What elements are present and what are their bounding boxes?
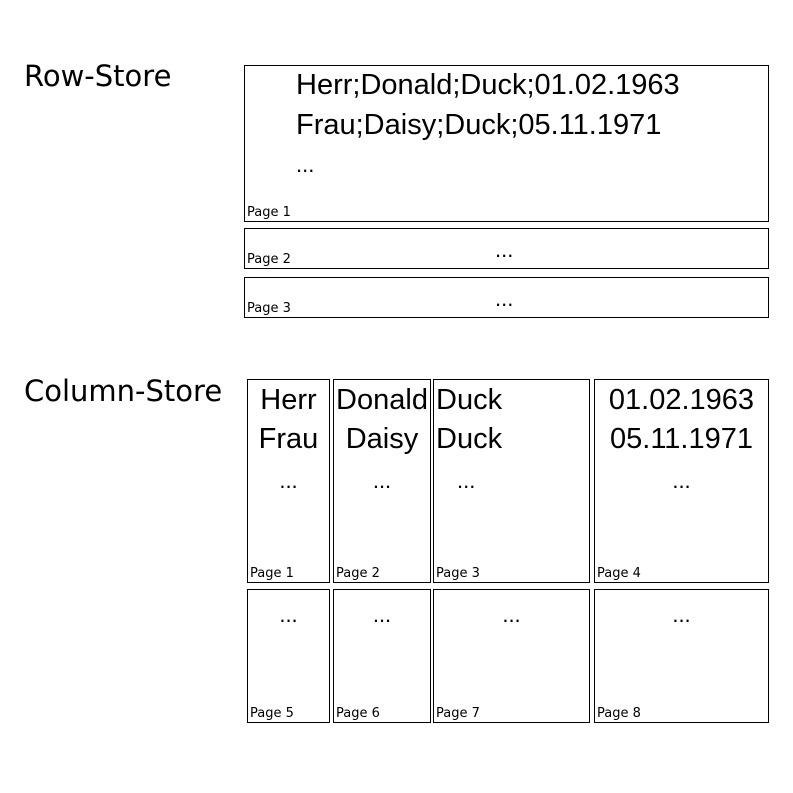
column-store-title: Column-Store bbox=[24, 374, 223, 408]
row-store-page-1 bbox=[244, 65, 769, 222]
row-page-1-label: Page 1 bbox=[247, 205, 291, 220]
column-value: Frau bbox=[258, 423, 319, 455]
column-value: Herr bbox=[260, 384, 317, 416]
row-record-1: Herr;Donald;Duck;01.02.1963 bbox=[296, 69, 680, 101]
column-store-page-5 bbox=[247, 589, 330, 723]
column-store-page-7 bbox=[433, 589, 590, 723]
column-page-ellipsis: ... bbox=[672, 468, 691, 493]
row-page-2-label: Page 2 bbox=[247, 252, 291, 267]
column-value: Donald bbox=[336, 384, 428, 416]
column-page-ellipsis: ... bbox=[372, 468, 392, 493]
column-page-ellipsis: ... bbox=[457, 468, 476, 493]
column-store-page-3 bbox=[433, 379, 590, 583]
column-value: Duck bbox=[436, 384, 503, 416]
column-page-4-label: Page 4 bbox=[597, 566, 641, 581]
column-page-2-label: Page 2 bbox=[336, 566, 380, 581]
row-page-2-ellipsis: ... bbox=[495, 237, 514, 262]
column-value: Duck bbox=[436, 423, 503, 455]
column-value: Daisy bbox=[345, 423, 419, 455]
column-page-5-label: Page 5 bbox=[250, 706, 294, 721]
column-page-8-label: Page 8 bbox=[597, 706, 641, 721]
column-page-ellipsis: ... bbox=[279, 602, 298, 627]
column-store-page-8 bbox=[594, 589, 769, 723]
column-page-ellipsis: ... bbox=[502, 602, 521, 627]
column-page-ellipsis: ... bbox=[372, 602, 392, 627]
column-store-page-6 bbox=[333, 589, 431, 723]
row-record-2: Frau;Daisy;Duck;05.11.1971 bbox=[296, 109, 662, 141]
column-page-3-label: Page 3 bbox=[436, 566, 480, 581]
column-value: 05.11.1971 bbox=[610, 423, 753, 455]
column-store-page-4 bbox=[594, 379, 769, 583]
column-page-7-label: Page 7 bbox=[436, 706, 480, 721]
row-store-page-2 bbox=[244, 228, 769, 269]
column-store-page-2 bbox=[333, 379, 431, 583]
column-page-ellipsis: ... bbox=[279, 468, 298, 493]
row-page-3-label: Page 3 bbox=[247, 301, 291, 316]
row-store-title: Row-Store bbox=[24, 59, 172, 93]
row-store-page-3 bbox=[244, 277, 769, 318]
column-store-page-1 bbox=[247, 379, 330, 583]
row-page-3-ellipsis: ... bbox=[495, 286, 514, 311]
row-page-1-ellipsis: ... bbox=[296, 152, 315, 177]
column-page-1-label: Page 1 bbox=[250, 566, 294, 581]
column-page-6-label: Page 6 bbox=[336, 706, 380, 721]
column-page-ellipsis: ... bbox=[672, 602, 691, 627]
column-value: 01.02.1963 bbox=[608, 384, 755, 416]
